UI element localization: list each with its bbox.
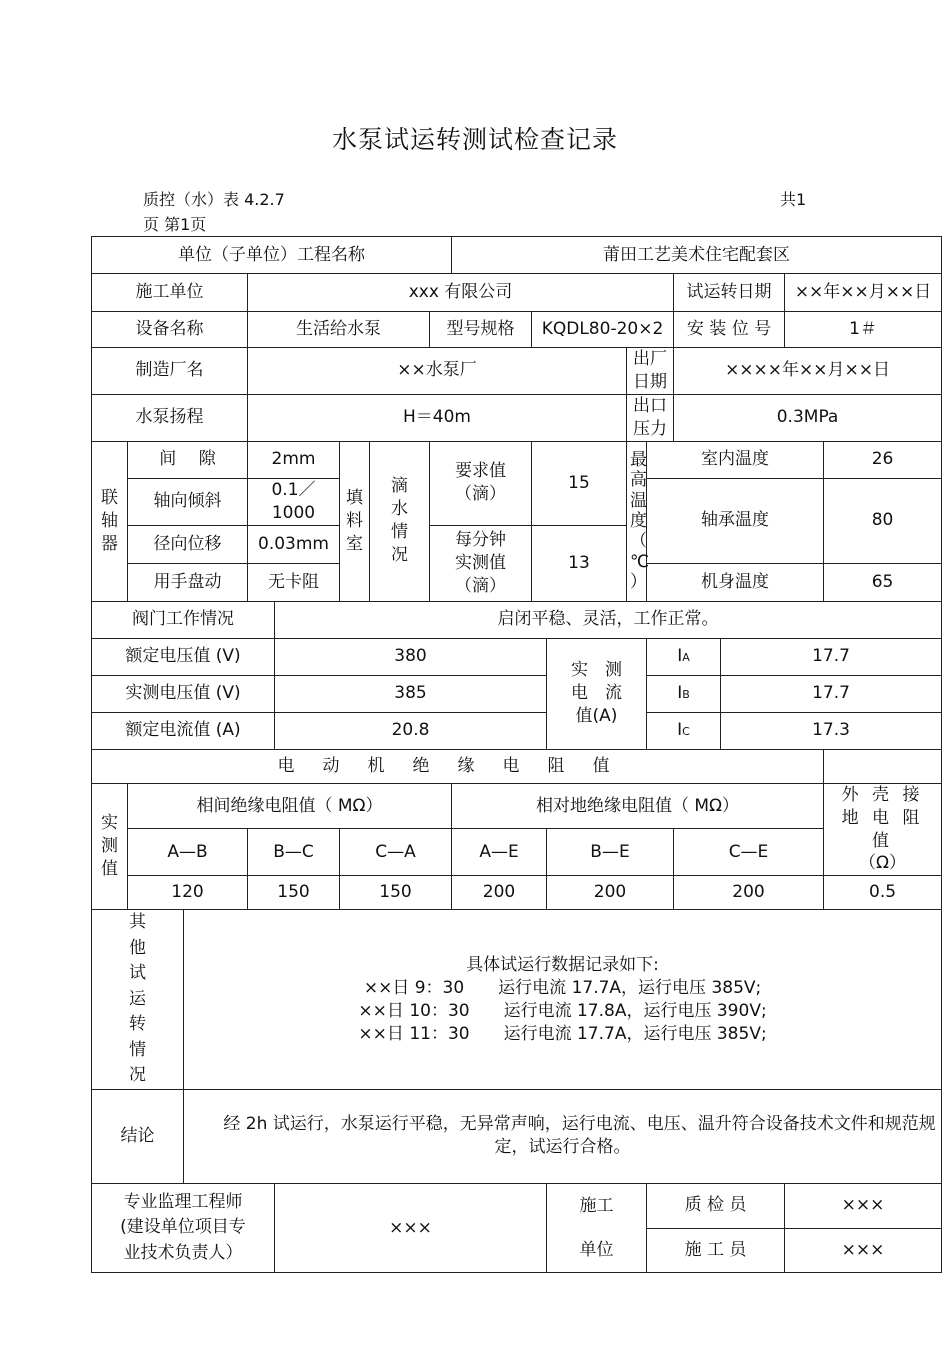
value-c-a: 150 xyxy=(340,876,452,910)
shell-ground-resistance-value: 0.5 xyxy=(824,876,942,910)
value-b-c: 150 xyxy=(248,876,340,910)
value-c-e: 200 xyxy=(674,876,824,910)
trial-date-value: ××年××月××日 xyxy=(785,274,942,312)
axial-tilt-value: 0.1／1000 xyxy=(248,478,340,525)
col-c-a: C—A xyxy=(340,829,452,876)
valve-status-value: 启闭平稳、灵活，工作正常。 xyxy=(275,601,942,638)
measured-current-label: 实 测 电 流 值(A) xyxy=(547,638,647,749)
model-value: KQDL80-20×2 xyxy=(532,312,674,348)
constructor-value: ××× xyxy=(785,1228,942,1273)
packing-chamber-label: 填 料 室 xyxy=(340,441,370,601)
manufacturer-label: 制造厂名 xyxy=(92,348,248,395)
radial-offset-label: 径向位移 xyxy=(128,525,248,563)
col-a-b: A—B xyxy=(128,829,248,876)
required-drip-value: 15 xyxy=(532,441,627,525)
body-temp-value: 65 xyxy=(824,563,942,601)
conclusion-text: 经 2h 试运行，水泵运行平稳，无异常声响，运行电流、电压、温升符合设备技术文件和规范规定，试运行合格。 xyxy=(184,1089,942,1183)
phase-b-label: IB xyxy=(647,675,721,712)
value-a-e: 200 xyxy=(452,876,547,910)
outlet-pressure-label: 出口压力 xyxy=(627,394,674,441)
insulation-header-blank xyxy=(824,749,942,783)
project-name-value: 莆田工艺美术住宅配套区 xyxy=(452,237,942,274)
mfg-date-value: ××××年××月××日 xyxy=(674,348,942,395)
phase-c-label: IC xyxy=(647,712,721,749)
pump-head-value: H＝40m xyxy=(248,394,627,441)
outlet-pressure-value: 0.3MPa xyxy=(674,394,942,441)
construction-unit-label: 施工 单位 xyxy=(547,1183,647,1272)
rated-current-label: 额定电流值 (A) xyxy=(92,712,275,749)
rated-voltage-value: 380 xyxy=(275,638,547,675)
trial-date-label: 试运转日期 xyxy=(674,274,785,312)
hand-turn-label: 用手盘动 xyxy=(128,563,248,601)
bearing-temp-value: 80 xyxy=(824,478,942,563)
phase-b-current: 17.7 xyxy=(721,675,942,712)
body-temp-label: 机身温度 xyxy=(647,563,824,601)
model-label: 型号规格 xyxy=(430,312,532,348)
device-name-value: 生活给水泵 xyxy=(248,312,430,348)
contractor-value: xxx 有限公司 xyxy=(248,274,674,312)
phase-a-current: 17.7 xyxy=(721,638,942,675)
room-temp-label: 室内温度 xyxy=(647,441,824,478)
conclusion-label: 结论 xyxy=(92,1089,184,1183)
supervisor-label: 专业监理工程师 (建设单位项目专 业技术负责人） xyxy=(92,1183,275,1272)
ground-insulation-label: 相对地绝缘电阻值（ MΩ） xyxy=(452,783,824,829)
measured-drip-label: 每分钟 实测值 （滴） xyxy=(430,525,532,601)
install-position-value: 1＃ xyxy=(785,312,942,348)
phase-insulation-label: 相间绝缘电阻值（ MΩ） xyxy=(128,783,452,829)
value-a-b: 120 xyxy=(128,876,248,910)
pump-head-label: 水泵扬程 xyxy=(92,394,248,441)
phase-a-label: IA xyxy=(647,638,721,675)
col-a-e: A—E xyxy=(452,829,547,876)
measured-drip-value: 13 xyxy=(532,525,627,601)
rated-current-value: 20.8 xyxy=(275,712,547,749)
page-number: 页 第1页 xyxy=(143,215,207,234)
max-temperature-label: 最 高 温 度 （ ℃ ） xyxy=(627,441,647,601)
insulation-header: 电动机绝缘电阻值 xyxy=(92,749,824,783)
mfg-date-label: 出厂日期 xyxy=(627,348,674,395)
quality-inspector-label: 质 检 员 xyxy=(647,1183,785,1228)
shell-ground-resistance-label: 外 壳 接 地 电 阻 值 （Ω） xyxy=(824,783,942,876)
value-b-e: 200 xyxy=(547,876,674,910)
quality-inspector-value: ××× xyxy=(785,1183,942,1228)
col-b-c: B—C xyxy=(248,829,340,876)
constructor-label: 施 工 员 xyxy=(647,1228,785,1273)
form-code: 质控（水）表 4.2.7 xyxy=(143,190,285,209)
required-drip-label: 要求值 （滴） xyxy=(430,441,532,525)
page-title: 水泵试运转测试检查记录 xyxy=(331,125,618,154)
hand-turn-value: 无卡阻 xyxy=(248,563,340,601)
axial-tilt-label: 轴向倾斜 xyxy=(128,478,248,525)
other-trial-label: 其 他 试 运 转 情 况 xyxy=(92,910,184,1090)
measured-voltage-value: 385 xyxy=(275,675,547,712)
drip-condition-label: 滴 水 情 况 xyxy=(370,441,430,601)
contractor-label: 施工单位 xyxy=(92,274,248,312)
col-b-e: B—E xyxy=(547,829,674,876)
manufacturer-value: ××水泵厂 xyxy=(248,348,627,395)
inspection-form-table xyxy=(91,236,942,1273)
install-position-label: 安 装 位 号 xyxy=(674,312,785,348)
measured-voltage-label: 实测电压值 (V) xyxy=(92,675,275,712)
gap-label: 间 隙 xyxy=(128,441,248,478)
other-trial-records: 具体试运行数据记录如下: ××日 9：30 运行电流 17.7A，运行电压 385V; ××日 10：30 运行电流 17.8A，运行电压 390V; ××日 11：30 运行电流 17.7A，运行电压 385V; xyxy=(184,910,942,1090)
page-count: 共1 xyxy=(780,190,807,209)
room-temp-value: 26 xyxy=(824,441,942,478)
gap-value: 2mm xyxy=(248,441,340,478)
radial-offset-value: 0.03mm xyxy=(248,525,340,563)
valve-status-label: 阀门工作情况 xyxy=(92,601,275,638)
rated-voltage-label: 额定电压值 (V) xyxy=(92,638,275,675)
supervisor-signature: ××× xyxy=(275,1183,547,1272)
phase-c-current: 17.3 xyxy=(721,712,942,749)
bearing-temp-label: 轴承温度 xyxy=(647,478,824,563)
col-c-e: C—E xyxy=(674,829,824,876)
project-name-label: 单位（子单位）工程名称 xyxy=(92,237,452,274)
device-name-label: 设备名称 xyxy=(92,312,248,348)
coupling-label: 联 轴 器 xyxy=(92,441,128,601)
measured-values-label: 实 测 值 xyxy=(92,783,128,910)
